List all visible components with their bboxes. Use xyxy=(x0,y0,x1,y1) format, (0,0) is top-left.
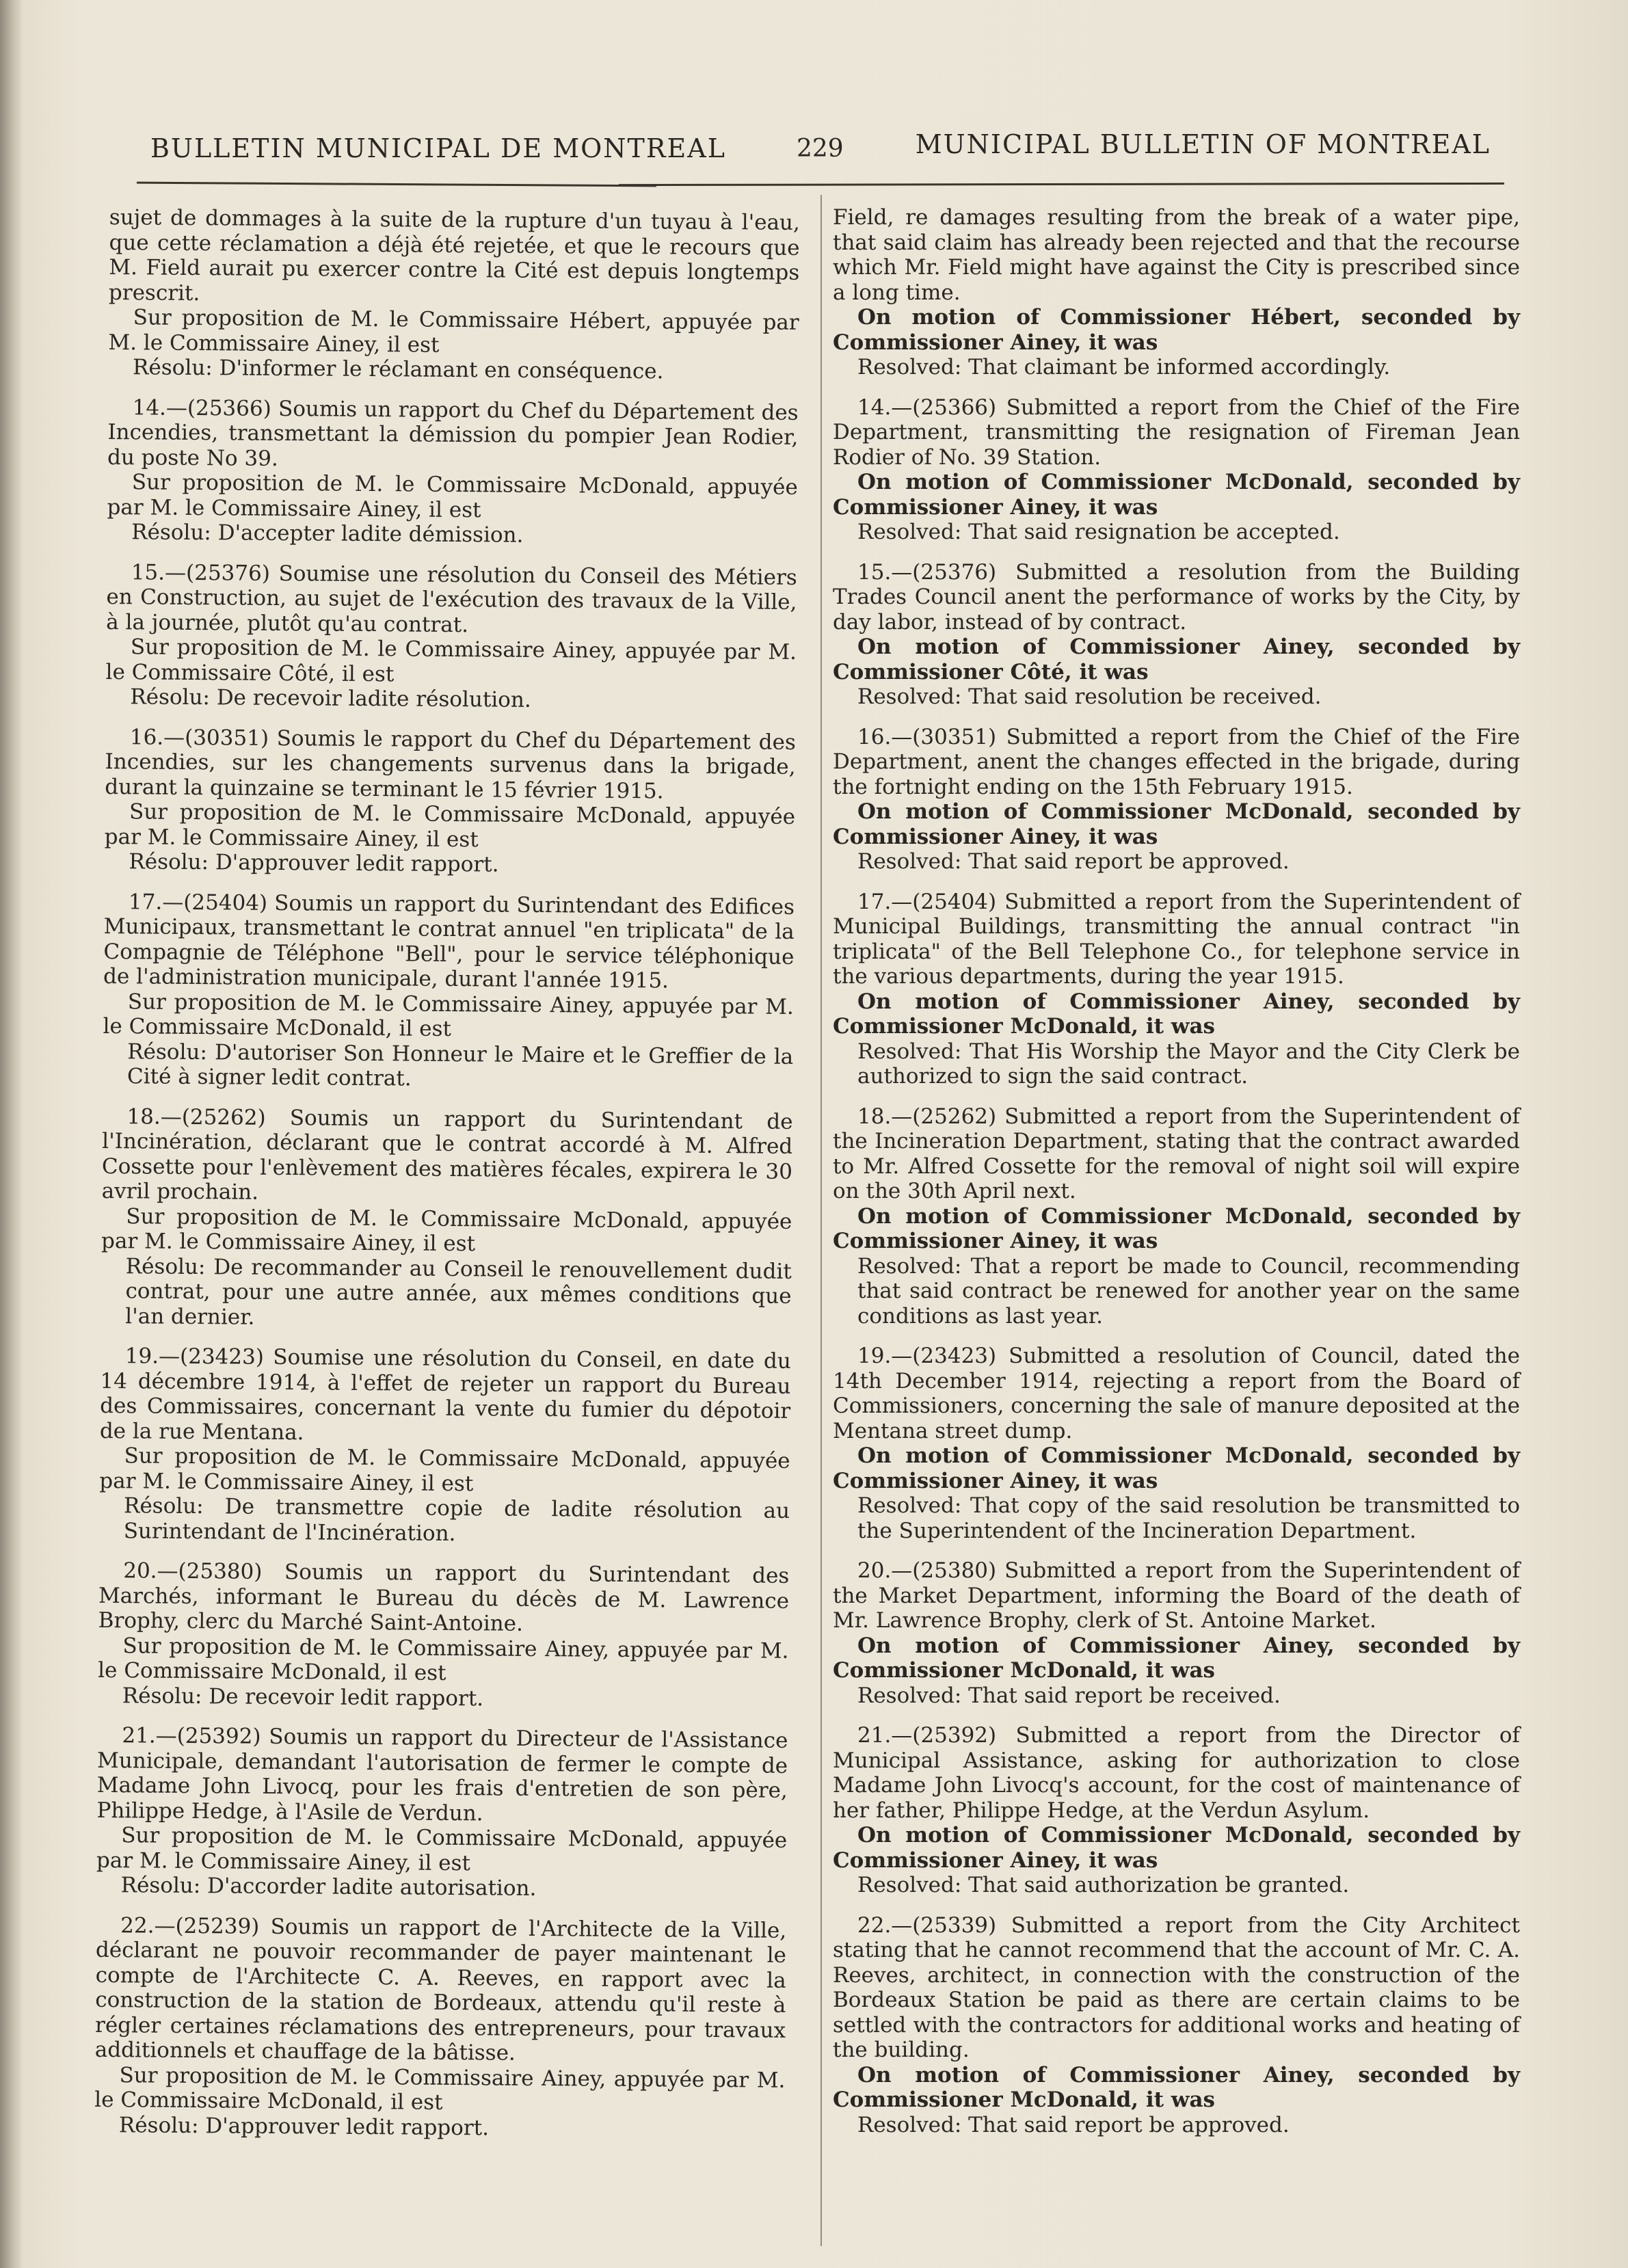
resolved-paragraph: Résolu: D'accepter ladite démission. xyxy=(131,520,524,548)
item-paragraph: 16.—(30351) Soumis le rapport du Chef du Département des Incendies, sur les changements survenus dans la brigade, durant la quinzaine se terminant le 15 février 1915. xyxy=(105,724,797,803)
item-paragraph: 18.—(25262) Submitted a report from the Superintendent of the Incineration Department, stating that the contract awarded to Mr. Alfred Cossette for the removal of night soil will expire on the 30th April next. xyxy=(833,1104,1520,1203)
resolved-paragraph: Resolved: That said report be approved. xyxy=(857,2112,1290,2137)
motion-paragraph: Sur proposition de M. le Commissaire Ainey, appuyée par M. le Commissaire McDonald, il est xyxy=(94,2062,786,2115)
paragraph-gap xyxy=(833,1898,1520,1913)
header-title-english: MUNICIPAL BULLETIN OF MONTREAL xyxy=(915,129,1491,159)
motion-paragraph: On motion of Commissioner McDonald, seconded by Commissioner Ainey, it was xyxy=(833,1823,1520,1873)
resolved-paragraph: Resolved: That copy of the said resolution be transmitted to the Superintendent of the Incineration Department. xyxy=(857,1493,1520,1543)
paragraph-gap xyxy=(833,1708,1520,1723)
motion-paragraph: On motion of Commissioner Ainey, seconded by Commissioner McDonald, it was xyxy=(833,989,1520,1039)
item-paragraph: 20.—(25380) Soumis un rapport du Surintendant des Marchés, informant le Bureau du décès de M. Lawrence Brophy, clerc du Marché Saint-Antoine. xyxy=(98,1558,790,1636)
resolved-paragraph: Résolu: D'approuver ledit rapport. xyxy=(118,2112,490,2140)
resolved-paragraph: Resolved: That claimant be informed accordingly. xyxy=(857,355,1391,379)
binding-shadow xyxy=(0,0,23,2268)
text-paragraph: sujet de dommages à la suite de la rupture d'un tuyau à l'eau, que cette réclamation a déjà été rejetée, et que le recours que M. Field aurait pu exercer contre la Cité est depuis longtemps prescrit. xyxy=(108,205,800,306)
motion-paragraph: Sur proposition de M. le Commissaire McDonald, appuyée par M. le Commissaire Ainey, il est xyxy=(107,470,798,522)
page-header xyxy=(150,129,1491,181)
resolved-paragraph: Résolu: D'accorder ladite autorisation. xyxy=(120,1873,537,1901)
resolved-paragraph: Resolved: That His Worship the Mayor and the City Clerk be authorized to sign the said contract. xyxy=(857,1039,1520,1089)
paragraph-gap xyxy=(833,545,1520,560)
paragraph-gap xyxy=(833,1329,1520,1344)
item-paragraph: 16.—(30351) Submitted a report from the Chief of the Fire Department, anent the changes effected in the brigade, during the fortnight ending on the 15th February 1915. xyxy=(833,724,1520,799)
paragraph-gap xyxy=(833,875,1520,890)
motion-paragraph: On motion of Commissioner Hébert, seconded by Commissioner Ainey, it was xyxy=(833,305,1520,355)
item-paragraph: 22.—(25239) Soumis un rapport de l'Architecte de la Ville, déclarant ne pouvoir recommander de payer maintenant le compte de l'Architecte C. A. Reeves, en rapport avec la construction de la station de Bordeaux, attendu qu'il reste à régler certaines réclamations des entrepreneurs, pour travaux additionnels et chauffage de la bâtisse. xyxy=(94,1912,787,2066)
motion-paragraph: On motion of Commissioner McDonald, seconded by Commissioner Ainey, it was xyxy=(833,799,1520,849)
item-paragraph: 17.—(25404) Submitted a report from the Superintendent of Municipal Buildings, transmitting the annual contract "in triplicata" of the Bell Telephone Co., for telephone service in the various departments, during the year 1915. xyxy=(833,889,1520,989)
item-paragraph: 15.—(25376) Submitted a resolution from the Building Trades Council anent the performance of works by the City, by day labor, instead of by contract. xyxy=(833,559,1520,635)
motion-paragraph: Sur proposition de M. le Commissaire McDonald, appuyée par M. le Commissaire Ainey, il est xyxy=(99,1443,790,1496)
motion-paragraph: On motion of Commissioner McDonald, seconded by Commissioner Ainey, it was xyxy=(833,470,1520,520)
item-paragraph: 19.—(23423) Submitted a resolution of Council, dated the 14th December 1914, rejecting a report from the Board of Commissioners, concerning the sale of manure deposited at the Mentana street dump. xyxy=(833,1344,1520,1443)
french-column xyxy=(94,205,800,2143)
page-number: 229 xyxy=(797,135,844,163)
item-paragraph: 22.—(25339) Submitted a report from the City Architect stating that he cannot recommend that the account of Mr. C. A. Reeves, architect, in connection with the construction of the Bordeaux Station be paid as there are certain claims to be settled with the contractors for additional works and heating of the building. xyxy=(833,1912,1520,2062)
motion-paragraph: On motion of Commissioner McDonald, seconded by Commissioner Ainey, it was xyxy=(833,1443,1520,1493)
motion-paragraph: Sur proposition de M. le Commissaire McDonald, appuyée par M. le Commissaire Ainey, il est xyxy=(104,799,796,852)
motion-paragraph: Sur proposition de M. le Commissaire Ainey, appuyée par M. le Commissaire McDonald, il est xyxy=(103,989,794,1041)
motion-paragraph: Sur proposition de M. le Commissaire Ainey, appuyée par M. le Commissaire Côté, il est xyxy=(105,635,797,686)
item-paragraph: 14.—(25366) Submitted a report from the Chief of the Fire Department, transmitting the resignation of Fireman Jean Rodier of No. 39 Station. xyxy=(833,395,1520,470)
resolved-paragraph: Résolu: De transmettre copie de ladite résolution au Surintendant de l'Incinération. xyxy=(123,1493,790,1546)
motion-paragraph: On motion of Commissioner Ainey, seconded by Commissioner Côté, it was xyxy=(833,635,1520,684)
paragraph-gap xyxy=(833,1089,1520,1104)
item-paragraph: 15.—(25376) Soumise une résolution du Conseil des Métiers en Construction, au sujet de l'exécution des travaux de la Ville, à la journée, plutôt qu'au contrat. xyxy=(106,559,797,637)
header-rule-left xyxy=(137,182,656,187)
item-paragraph: 18.—(25262) Soumis un rapport du Surintendant de l'Incinération, déclarant que le contrat accordé à M. Alfred Cossette pour l'enlèvement des matières fécales, expirera le 30 avril prochain. xyxy=(101,1104,793,1205)
header-rule-right xyxy=(619,183,1504,186)
paragraph-gap xyxy=(833,710,1520,725)
resolved-paragraph: Resolved: That said authorization be granted. xyxy=(857,1873,1350,1897)
resolved-paragraph: Résolu: D'autoriser Son Honneur le Maire et le Greffier de la Cité à signer ledit contrat. xyxy=(126,1039,794,1091)
resolved-paragraph: Résolu: D'approuver ledit rapport. xyxy=(129,849,499,877)
text-paragraph: Field, re damages resulting from the break of a water pipe, that said claim has already been rejected and that the recourse which Mr. Field might have against the City is prescribed since a long time. xyxy=(833,205,1520,305)
english-column xyxy=(833,205,1520,2137)
resolved-paragraph: Resolved: That a report be made to Council, recommending that said contract be renewed for another year on the same conditions as last year. xyxy=(857,1253,1520,1329)
motion-paragraph: On motion of Commissioner Ainey, seconded by Commissioner McDonald, it was xyxy=(833,1633,1520,1683)
item-paragraph: 21.—(25392) Submitted a report from the Director of Municipal Assistance, asking for authorization to close Madame John Livocq's account, for the cost of maintenance of her father, Philippe Hedge, at the Verdun Asylum. xyxy=(833,1723,1520,1823)
motion-paragraph: On motion of Commissioner McDonald, seconded by Commissioner Ainey, it was xyxy=(833,1203,1520,1253)
item-paragraph: 14.—(25366) Soumis un rapport du Chef du Département des Incendies, transmettant la démission du pompier Jean Rodier, du poste No 39. xyxy=(107,395,799,471)
resolved-paragraph: Resolved: That said report be approved. xyxy=(857,849,1290,874)
column-divider xyxy=(820,195,822,2246)
resolved-paragraph: Résolu: De recommander au Conseil le renouvellement dudit contrat, pour une autre année, aux mêmes conditions que l'an dernier. xyxy=(125,1253,792,1330)
motion-paragraph: Sur proposition de M. le Commissaire McDonald, appuyée par M. le Commissaire Ainey, il est xyxy=(101,1203,792,1257)
resolved-paragraph: Resolved: That said report be received. xyxy=(857,1683,1281,1708)
resolved-paragraph: Resolved: That said resolution be received. xyxy=(857,684,1322,709)
motion-paragraph: On motion of Commissioner Ainey, seconded by Commissioner McDonald, it was xyxy=(833,2062,1520,2112)
resolved-paragraph: Résolu: De recevoir ladite résolution. xyxy=(130,684,531,712)
paragraph-gap xyxy=(833,380,1520,395)
paragraph-gap xyxy=(833,1543,1520,1558)
item-paragraph: 19.—(23423) Soumise une résolution du Conseil, en date du 14 décembre 1914, à l'effet de rejeter un rapport du Bureau des Commissaires, concernant la vente du fumier du dépotoir de la rue Mentana. xyxy=(99,1344,791,1445)
item-paragraph: 20.—(25380) Submitted a report from the Superintendent of the Market Department, informing the Board of the death of Mr. Lawrence Brophy, clerk of St. Antoine Market. xyxy=(833,1558,1520,1633)
item-paragraph: 21.—(25392) Soumis un rapport du Directeur de l'Assistance Municipale, demandant l'autorisation de fermer le compte de Madame John Livocq, pour les frais d'entretien de son père, Philippe Hedge, à l'Asile de Verdun. xyxy=(96,1723,788,1826)
motion-paragraph: Sur proposition de M. le Commissaire McDonald, appuyée par M. le Commissaire Ainey, il est xyxy=(96,1823,788,1876)
resolved-paragraph: Resolved: That said resignation be accepted. xyxy=(857,520,1340,544)
header-title-french: BULLETIN MUNICIPAL DE MONTREAL xyxy=(150,133,726,163)
resolved-paragraph: Résolu: D'informer le réclamant en conséquence. xyxy=(132,355,664,384)
item-paragraph: 17.—(25404) Soumis un rapport du Surintendant des Edifices Municipaux, transmettant le contrat annuel "en triplicata" de la Compagnie de Téléphone "Bell", pour le service téléphonique de l'administration municipale, durant l'année 1915. xyxy=(103,889,795,993)
motion-paragraph: Sur proposition de M. le Commissaire Ainey, appuyée par M. le Commissaire McDonald, il est xyxy=(98,1633,789,1685)
resolved-paragraph: Résolu: De recevoir ledit rapport. xyxy=(122,1683,484,1711)
motion-paragraph: Sur proposition de M. le Commissaire Hébert, appuyée par M. le Commissaire Ainey, il est xyxy=(108,305,799,358)
